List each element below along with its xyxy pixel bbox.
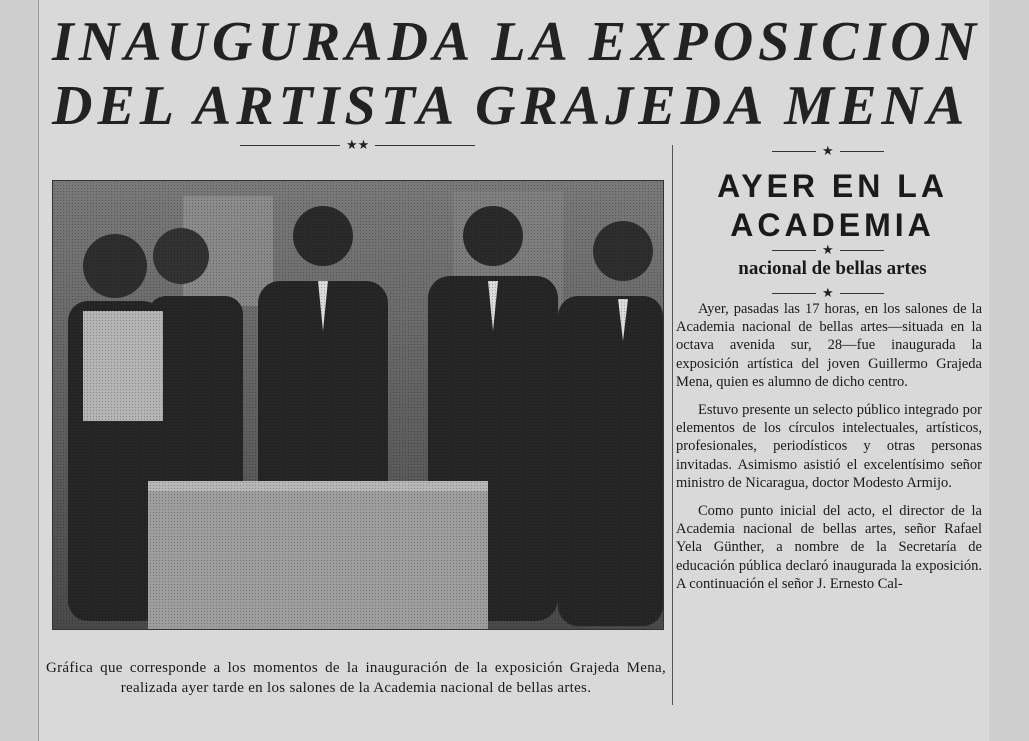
headline-line-2: DEL ARTISTA GRAJEDA MENA [52, 75, 970, 137]
rule [840, 151, 884, 152]
column-divider [672, 145, 673, 705]
side-divider-top [772, 143, 884, 159]
side-subtitle: nacional de bellas artes [738, 258, 927, 279]
article-paragraph: Como punto inicial del acto, el director de la Academia nacional de bellas artes, señor Rafael Yela Günther, a nombre de la Secretaría de educación pública declaró inaugurada la exposición. A continuación el señor J. Ernesto Cal- [676, 503, 982, 592]
star-ornament: ★ [822, 242, 834, 257]
article-paragraph: Ayer, pasadas las 17 horas, en los salones de la Academia nacional de bellas artes—situada en la octava avenida sur, 28—fue inaugurada la exposición artística del joven Guillermo Grajeda Mena, quien es alumno de dicho centro. [676, 301, 982, 390]
side-divider-bottom [772, 285, 884, 301]
article-body [676, 300, 982, 593]
star-ornament: ★ [822, 143, 834, 158]
event-photograph [52, 180, 664, 630]
photo-illustration [53, 181, 663, 629]
divider-rule-left [240, 145, 340, 146]
headline-line-1: INAUGURADA LA EXPOSICION [52, 11, 982, 73]
side-title-line-1: AYER EN LA [717, 168, 948, 204]
article-paragraph: Estuvo presente un selecto público integrado por elementos de los círculos intelectuales, artísticos, profesionales, periodísticos y otras personas invitadas. Asimismo asistió el excelentísimo señor ministro de Nicaragua, doctor Modesto Armijo. [676, 402, 982, 491]
divider-rule-right [375, 145, 475, 146]
rule [772, 250, 816, 251]
divider-stars: ★★ [346, 137, 370, 152]
star-ornament: ★ [822, 285, 834, 300]
rule [840, 293, 884, 294]
side-title-line-2: ACADEMIA [730, 207, 935, 243]
rule [772, 293, 816, 294]
photo-caption: Gráfica que corresponde a los momentos de la inauguración de la exposición Grajeda Mena, realizada ayer tarde en los salones de la Academia nacional de bellas artes. [46, 660, 666, 696]
rule [772, 151, 816, 152]
rule [840, 250, 884, 251]
headline-divider [240, 137, 475, 153]
side-divider-middle [772, 242, 884, 258]
